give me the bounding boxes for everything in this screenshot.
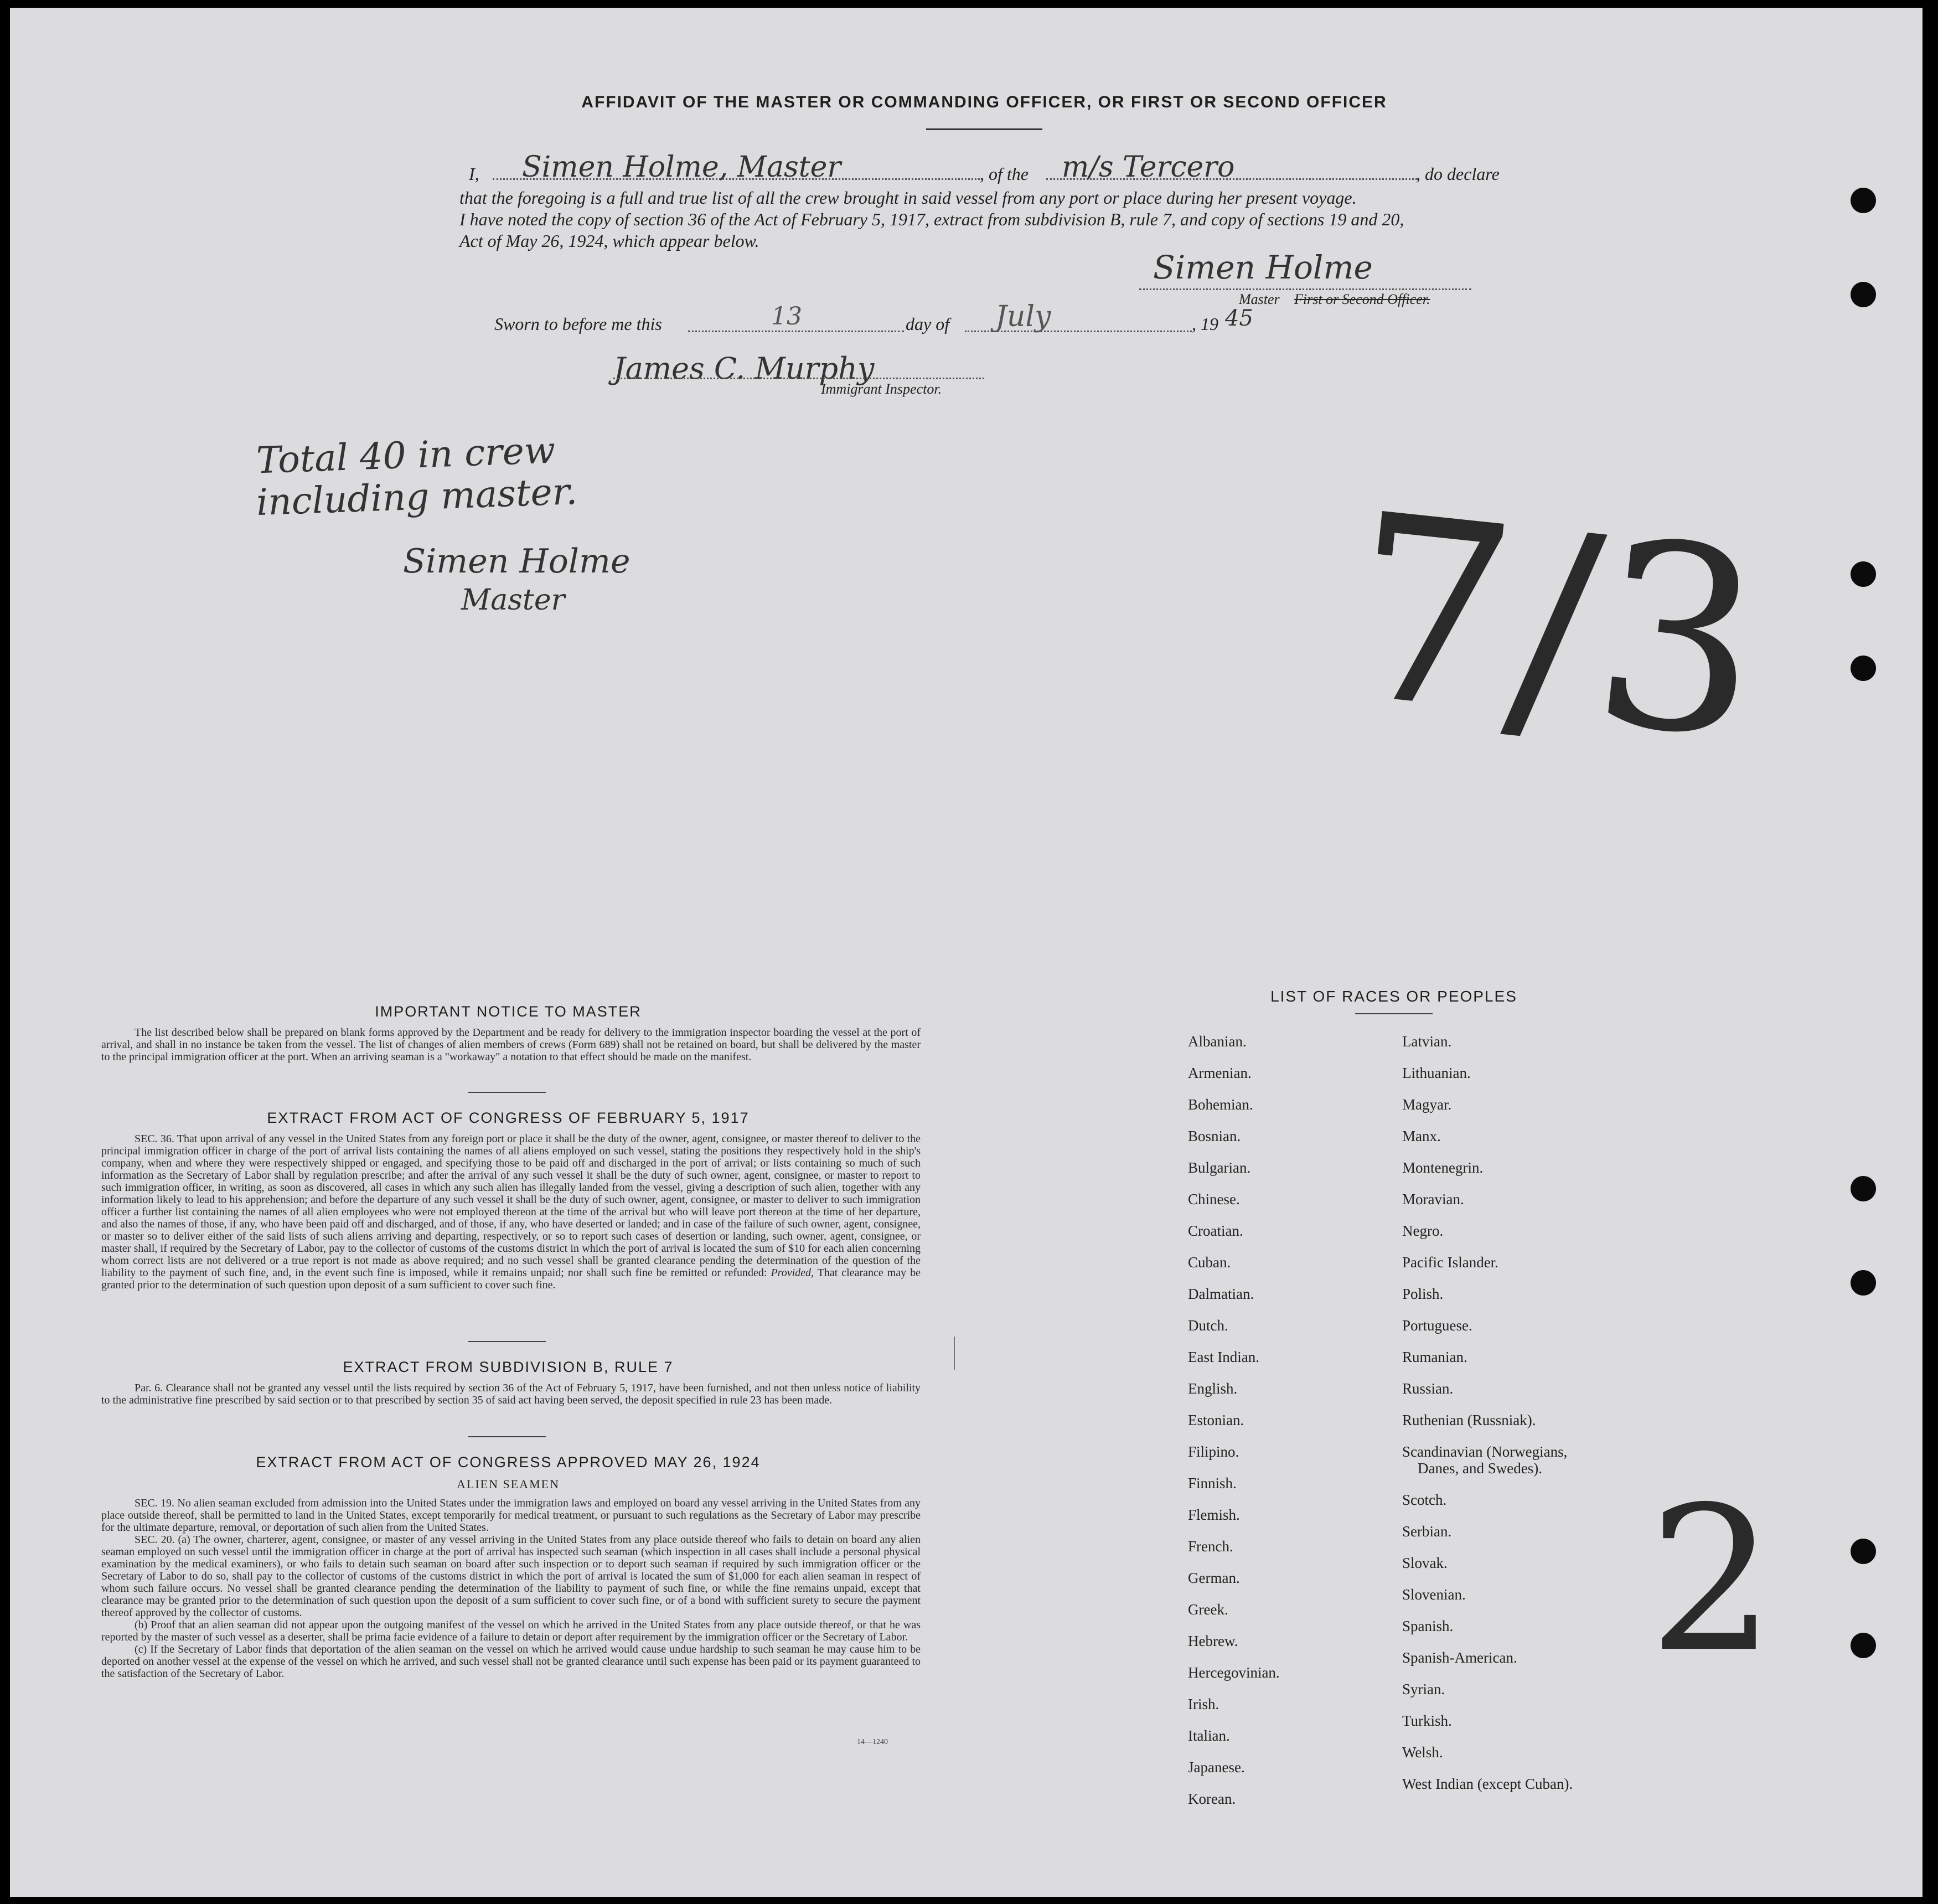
signature-line bbox=[1139, 288, 1471, 290]
punch-hole bbox=[1851, 1633, 1876, 1658]
year-label: , 19 bbox=[1192, 314, 1218, 334]
master-name-handwritten: Simen Holme, Master bbox=[522, 151, 841, 184]
race-item: Scandinavian (Norwegians, bbox=[1402, 1443, 1568, 1460]
alien-seamen-subtitle: ALIEN SEAMEN bbox=[457, 1477, 560, 1491]
inspector-line bbox=[613, 378, 984, 379]
race-item: Russian. bbox=[1402, 1380, 1454, 1397]
signer-title-master: Master bbox=[1239, 291, 1280, 307]
race-item: Chinese. bbox=[1188, 1191, 1240, 1208]
race-item: Welsh. bbox=[1402, 1744, 1443, 1761]
race-item: German. bbox=[1188, 1570, 1240, 1586]
race-item: French. bbox=[1188, 1538, 1233, 1555]
race-item: Ruthenian (Russniak). bbox=[1402, 1412, 1536, 1428]
race-item: Pacific Islander. bbox=[1402, 1254, 1498, 1271]
race-item: Slovak. bbox=[1402, 1555, 1448, 1571]
race-item: East Indian. bbox=[1188, 1349, 1259, 1365]
punch-hole bbox=[1851, 1539, 1876, 1564]
note-signer-title: Master bbox=[461, 584, 565, 617]
race-item: Hercegovinian. bbox=[1188, 1664, 1280, 1681]
races-title: LIST OF RACES OR PEOPLES bbox=[1270, 988, 1517, 1005]
race-item: Magyar. bbox=[1402, 1096, 1452, 1113]
act-1924-title: EXTRACT FROM ACT OF CONGRESS APPROVED MAY 26, 1924 bbox=[256, 1454, 761, 1470]
race-item: Dalmatian. bbox=[1188, 1286, 1254, 1302]
race-item: Scotch. bbox=[1402, 1492, 1447, 1508]
affidavit-line-3: I have noted the copy of section 36 of the Act of February 5, 1917, extract from subdivision B, rule 7, and copy of sections 19 and 20, bbox=[459, 209, 1404, 229]
affidavit-i-label: I, bbox=[469, 164, 479, 184]
act-1924-body bbox=[101, 1497, 921, 1680]
sec-19-text: SEC. 19. No alien seaman excluded from admission into the United States under the immigration laws and employed on board any vessel arriving in the United States from any place outside thereof, shall be permitted to land in the United States, except temporarily for medical treatment, or pursuant to such regulations as the Secretary of Labor may prescribe for the ultimate departure, removal, or deportation of such alien from the United States. bbox=[101, 1497, 921, 1534]
race-item: Croatian. bbox=[1188, 1222, 1243, 1239]
act-1917-title: EXTRACT FROM ACT OF CONGRESS OF FEBRUARY 5, 1917 bbox=[267, 1110, 750, 1126]
race-item: Japanese. bbox=[1188, 1759, 1245, 1776]
race-item: Montenegrin. bbox=[1402, 1159, 1484, 1176]
signer-title-officer: First or Second Officer. bbox=[1294, 291, 1430, 307]
crew-total-note-line-2: including master. bbox=[255, 469, 578, 524]
race-item: Spanish. bbox=[1402, 1618, 1454, 1634]
race-item: English. bbox=[1188, 1380, 1238, 1397]
punch-hole bbox=[1851, 282, 1876, 307]
vessel-name-handwritten: m/s Tercero bbox=[1062, 151, 1235, 184]
race-item: Latvian. bbox=[1402, 1033, 1452, 1050]
note-signature: Simen Holme bbox=[403, 542, 631, 581]
race-item: Cuban. bbox=[1188, 1254, 1231, 1271]
race-item: Korean. bbox=[1188, 1791, 1236, 1807]
punch-hole bbox=[1851, 561, 1876, 587]
race-item: Greek. bbox=[1188, 1601, 1228, 1618]
rule-7-body: Par. 6. Clearance shall not be granted any vessel until the lists required by section 36 of the Act of February 5, 1917, have been furnished, and not then unless notice of liability to the administrative fine prescribed by said section or to that prescribed by section 35 of said act having been served, the deposit specified in rule 23 has been made. bbox=[101, 1382, 921, 1406]
sworn-day-line bbox=[688, 331, 904, 332]
sec-20a-text: SEC. 20. (a) The owner, charterer, agent, consignee, or master of any vessel arriving in the United States from any place outside thereof who fails to detain on board any alien seaman employed on such vessel until the immigration officer in charge at the port of arrival has inspected such seaman (which inspection in all cases shall include a personal physical examination by the medical examiners), or who fails to detain such seaman on board after such inspection or to deport such seaman if required by such immigration officer or the Secretary of Labor to do so, shall pay to the collector of customs of the customs district in which the port of arrival is located the sum of $1,000 for each alien seaman in respect of whom such failure occurs. No vessel shall be granted clearance pending the determination of the liability to payment of such fine, or while the fine remains unpaid, except that clearance may be granted prior to the determination of such question upon the deposit of a sum sufficient to cover such fine, or of a bond with sufficient surety to secure the payment thereof approved by the collector of customs. bbox=[101, 1534, 921, 1619]
sworn-year-handwritten: 45 bbox=[1225, 306, 1253, 331]
race-item: Turkish. bbox=[1402, 1712, 1452, 1729]
sec-36-text: SEC. 36. That upon arrival of any vessel in the United States from any foreign port or place it shall be the duty of the owner, agent, consignee, or master thereof to deliver to the principal immigration officer in charge of the port of arrival lists containing the names of all aliens employed on such vessel, stating the positions they respectively hold in the ship's company, when and where they were respectively shipped or engaged, and specifying those to be paid off and discharged in the port of arrival; or lists containing so much of such information as the Secretary of Labor shall by regulation prescribe; and after the arrival of any such vessel it shall be the duty of such owner, agent, consignee, or master to report to such immigration officer, in writing, as soon as discovered, all cases in which any such alien has illegally landed from the vessel, giving a description of such alien, together with any information likely to lead to his apprehension; and before the departure of any such vessel it shall be the duty of such owner, agent, consignee, or master to deliver to such immigration officer a further list containing the names of all alien employees who were not employed thereon at the time of the arrival but who will leave port thereon at the time of her departure, and also the names of those, if any, who have been paid off and discharged, and of those, if any, who have deserted or landed; and in case of the failure of such owner, agent, consignee, or master so to deliver either of the said lists of such aliens arriving and departing, respectively, or so to report such cases of desertion or landing, such owner, agent, consignee, or master shall, if required by the Secretary of Labor, pay to the collector of customs of the customs district in which the port of arrival is located the sum of $10 for each alien concerning whom correct lists are not delivered or a true report is not made as above required; and no such vessel shall be granted clearance pending the determination of the question of the liability to the payment of such fine, and, in the event such fine is imposed, while it remains unpaid; nor shall such fine be remitted or refunded: bbox=[101, 1133, 921, 1279]
races-left-column bbox=[1188, 1033, 1280, 1822]
affidavit-line-2: that the foregoing is a full and true list of all the crew brought in said vessel from any port or place during her present voyage. bbox=[459, 188, 1357, 208]
sec-36-end: That clearance may be granted prior to the determination of such question upon deposit of a sum sufficient to cover such fine. bbox=[101, 1267, 921, 1291]
inspector-title: Immigrant Inspector. bbox=[821, 381, 942, 397]
do-declare-label: , do declare bbox=[1416, 164, 1500, 184]
race-item: Danes, and Swedes). bbox=[1418, 1460, 1542, 1477]
proviso-word: Provided, bbox=[771, 1267, 814, 1279]
race-item: Finnish. bbox=[1188, 1475, 1237, 1492]
title-rule bbox=[926, 128, 1042, 130]
of-the-label: , of the bbox=[980, 164, 1029, 184]
race-item: Rumanian. bbox=[1402, 1349, 1467, 1365]
form-number: 14—1240 bbox=[857, 1738, 888, 1746]
column-divider-mark bbox=[954, 1337, 955, 1370]
page-number-handwritten: 2 bbox=[1648, 1464, 1776, 1696]
races-rule bbox=[1355, 1013, 1433, 1014]
race-item: Negro. bbox=[1402, 1222, 1444, 1239]
race-item: Serbian. bbox=[1402, 1523, 1452, 1540]
affidavit-line-4: Act of May 26, 1924, which appear below. bbox=[459, 231, 759, 251]
section-rule bbox=[468, 1436, 546, 1437]
race-item: Polish. bbox=[1402, 1286, 1444, 1302]
punch-hole bbox=[1851, 1270, 1876, 1296]
affidavit-title: AFFIDAVIT OF THE MASTER OR COMMANDING OFFICER, OR FIRST OR SECOND OFFICER bbox=[581, 93, 1387, 111]
race-item: Slovenian. bbox=[1402, 1586, 1466, 1603]
master-signature: Simen Holme bbox=[1153, 249, 1373, 286]
rule-7-title: EXTRACT FROM SUBDIVISION B, RULE 7 bbox=[343, 1359, 674, 1375]
race-item: Manx. bbox=[1402, 1128, 1441, 1144]
day-of-label: day of bbox=[906, 314, 950, 334]
punch-hole bbox=[1851, 188, 1876, 213]
crew-total-note-line-1: Total 40 in crew bbox=[255, 429, 556, 482]
punch-hole bbox=[1851, 656, 1876, 681]
race-item: Italian. bbox=[1188, 1727, 1230, 1744]
race-item: Lithuanian. bbox=[1402, 1065, 1471, 1081]
big-handwritten-number: 7/3 bbox=[1335, 458, 1774, 797]
race-item: Estonian. bbox=[1188, 1412, 1244, 1428]
inspector-signature: James C. Murphy bbox=[613, 351, 875, 386]
race-item: Bosnian. bbox=[1188, 1128, 1241, 1144]
race-item: Flemish. bbox=[1188, 1506, 1240, 1523]
punch-hole bbox=[1851, 1176, 1876, 1201]
sec-20b-text: (b) Proof that an alien seaman did not appear upon the outgoing manifest of the vessel on which he arrived in the United States from any place outside thereof, or that he was reported by the master of such vessel as a deserter, shall be prima facie evidence of a failure to detain or deport after requirement by the immigration officer or the Secretary of Labor. bbox=[101, 1619, 921, 1643]
sworn-label: Sworn to before me this bbox=[494, 314, 662, 334]
race-item: Albanian. bbox=[1188, 1033, 1247, 1050]
sworn-month-handwritten: July bbox=[995, 300, 1051, 333]
sworn-day-handwritten: 13 bbox=[771, 302, 802, 331]
races-right-column bbox=[1402, 1033, 1573, 1807]
notice-title: IMPORTANT NOTICE TO MASTER bbox=[375, 1003, 642, 1020]
race-item: Portuguese. bbox=[1402, 1317, 1472, 1334]
section-rule bbox=[468, 1341, 546, 1342]
notice-body: The list described below shall be prepared on blank forms approved by the Department and be ready for delivery to the immigration inspector boarding the vessel at the port of arrival, and shall in no instance be taken from the vessel. The list of changes of alien members of crews (Form 689) shall not be retained on board, but shall be delivered by the master to the principal immigration officer at the port. When an arriving seaman is a "workaway" a notation to that effect should be made on the manifest. bbox=[101, 1026, 921, 1063]
race-item: Filipino. bbox=[1188, 1443, 1239, 1460]
race-item: Bulgarian. bbox=[1188, 1159, 1251, 1176]
act-1917-body bbox=[101, 1133, 921, 1291]
race-item: Spanish-American. bbox=[1402, 1649, 1517, 1666]
race-item: Irish. bbox=[1188, 1696, 1219, 1712]
race-item: Hebrew. bbox=[1188, 1633, 1238, 1649]
race-item: Syrian. bbox=[1402, 1681, 1445, 1697]
race-item: Moravian. bbox=[1402, 1191, 1464, 1208]
race-item: Armenian. bbox=[1188, 1065, 1252, 1081]
race-item: Bohemian. bbox=[1188, 1096, 1253, 1113]
race-item: West Indian (except Cuban). bbox=[1402, 1776, 1573, 1792]
form-sheet bbox=[10, 8, 1923, 1897]
section-rule bbox=[468, 1092, 546, 1093]
sec-20c-text: (c) If the Secretary of Labor finds that deportation of the alien seaman on the vessel on which he arrived would cause undue hardship to such seaman he may cause him to be deported on another vessel at the expense of the vessel on which he arrived, and such vessel shall not be granted clearance until such expense has been paid or its payment guaranteed to the satisfaction of the Secretary of Labor. bbox=[101, 1643, 921, 1680]
race-item: Dutch. bbox=[1188, 1317, 1228, 1334]
